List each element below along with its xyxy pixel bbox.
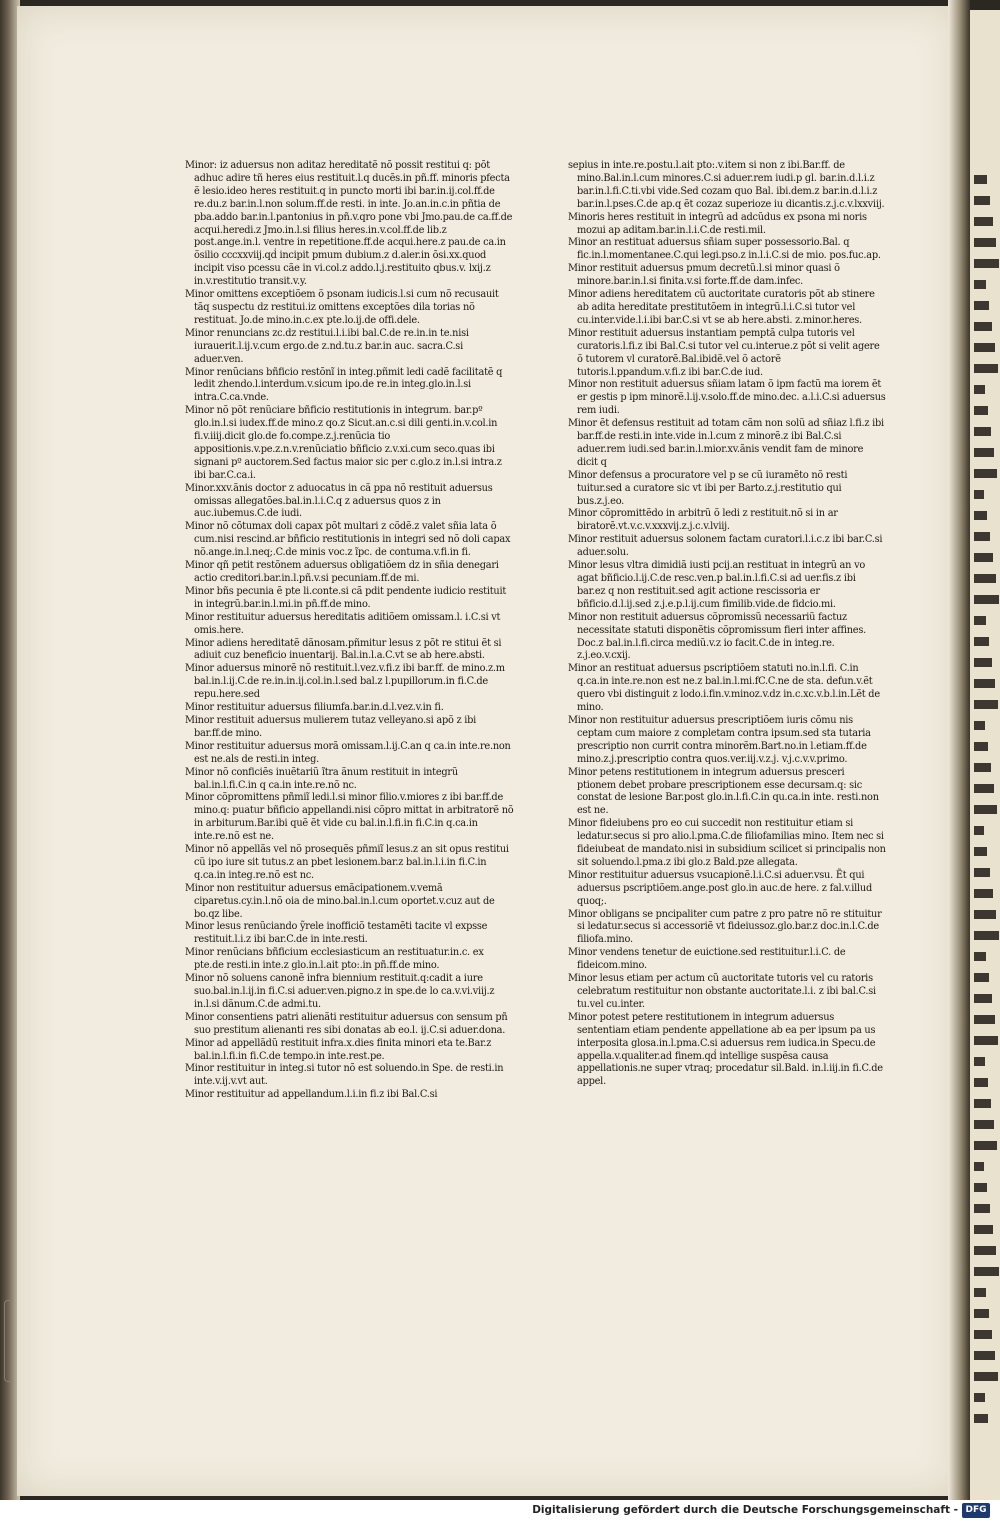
facing-ink-mark — [974, 826, 984, 835]
facing-ink-mark — [974, 679, 995, 688]
text-entry — [185, 560, 515, 586]
facing-ink-mark — [974, 1372, 998, 1381]
text-entry — [185, 702, 515, 715]
text-entry — [185, 612, 515, 638]
entry-text: Minor restituitur aduersus morã omissam.l.ij.C.an q ca.in inte.re.non est ne.als de resti.in integ. — [185, 740, 511, 765]
facing-ink-mark — [974, 1015, 995, 1024]
text-entry — [185, 367, 515, 406]
facing-ink-mark — [974, 910, 996, 919]
text-entry — [185, 973, 515, 1012]
entry-text: Minor ad appellãdũ restituit infra.x.dies finita minori eta te.Bar.z bal.in.l.fi.in fi.C.de tempo.in inte.rest.pe. — [185, 1037, 492, 1062]
entry-text: Minor cõpromittẽdo in arbitrũ õ ledi z restituit.nõ si in ar biratorẽ.vt.v.c.v.xxxvij.z.j.c.v.lviij. — [568, 508, 838, 533]
text-entry — [568, 263, 886, 289]
text-entry — [185, 1012, 515, 1038]
text-entry — [568, 508, 886, 534]
facing-ink-mark — [974, 490, 984, 499]
text-entry — [185, 715, 515, 741]
text-entry — [568, 663, 886, 715]
entry-text: Minor lesus etiam per actum cũ auctoritate tutoris vel cu ratoris celebratum restituitur non obstante auctoritate.l.i. z ibi bal.C.si tu.vel cu.inter. — [568, 973, 876, 1010]
facing-ink-mark — [974, 1246, 996, 1255]
entry-text: Minor vendens tenetur de euictione.sed restituitur.l.i.C. de fideicom.mino. — [568, 947, 846, 972]
text-entry — [185, 521, 515, 560]
text-entry — [185, 638, 515, 664]
facing-ink-mark — [974, 364, 998, 373]
entry-text: Minor adiens hereditatẽ dãnosam.pñmitur lesus z põt re stitui ẽt si adiuit cuz beneficio inuentarij. Bal.in.l.a.C.vt se ab here.absti. — [185, 637, 502, 662]
facing-page-fragment — [970, 10, 1000, 1500]
text-entry — [185, 792, 515, 844]
text-entry — [568, 560, 886, 612]
facing-ink-mark — [974, 805, 997, 814]
text-entry — [568, 418, 886, 470]
entry-text: Minor lesus renũciando ỹrele inofficiõ testamẽti tacite vl expsse restituit.l.i.z ibi bar.C.de in inte.resti. — [185, 921, 488, 946]
facing-ink-mark — [974, 1036, 998, 1045]
facing-ink-mark — [974, 784, 994, 793]
facing-ink-mark — [974, 742, 988, 751]
text-entry — [185, 767, 515, 793]
facing-ink-mark — [974, 469, 997, 478]
facing-ink-mark — [974, 511, 987, 520]
entry-text: Minor renũcians bñficio restõnĩ in integ.pñmit ledi cadẽ facilitatẽ q ledit zhendo.l.interdum.v.sicum ipo.de re.in integ.glo.in.l.si intra.C.ca.vnde. — [185, 366, 503, 404]
facing-ink-mark — [974, 1120, 994, 1129]
facing-ink-mark — [974, 1309, 989, 1318]
facing-ink-mark — [974, 616, 986, 625]
text-entry — [185, 483, 515, 522]
right-text-column — [568, 160, 886, 1089]
facing-ink-mark — [974, 385, 985, 394]
facing-ink-mark — [974, 280, 986, 289]
entry-text: Minor restituit aduersus instantiam pemptã culpa tutoris vel curatoris.l.fi.z ibi Bal.C.si tutor vel cu.interue.z põt si velit agere õ tutorem vl curatorẽ.Bal.ibidẽ.vel õ actorẽ tutoris.l.ppandum.v.fi.z ibi bar.C.de iud. — [568, 327, 880, 378]
entry-text: Minor cõpromittens pñmiĩ ledi.l.si minor filio.v.miores z ibi bar.ff.de mino.q: puatur bñficio appellandi.nisi cõpro mittat in arbitratorẽ nõ in arbiturum.Bar.ibi quẽ ẽt vide cu bal.in.l.fi.in fi.C.in q.ca.in inte.re.nõ est ne. — [185, 792, 514, 843]
facing-ink-mark — [974, 658, 992, 667]
entry-text: Minor non restituitur aduersus prescriptiõem iuris cõmu nis ceptam cum maiore z completam contra ipsum.sed sta tutaria prescriptio non currit contra minorẽm.Bart.no.in l.etiam.ff.de mino.z.j.prescriptio contra quos.ver.iij.v.z.j. v.j.c.v.v.primo. — [568, 714, 871, 765]
funding-credit: Digitalisierung gefördert durch die Deutsche Forschungsgemeinschaft - — [532, 1504, 958, 1516]
entry-text: Minor consentiens patri alienãti restituitur aduersus con sensum pñ suo prestitum alienanti res sibi donatas ab eo.l. ij.C.si aduer.dona. — [185, 1011, 508, 1036]
footer-bar — [0, 1500, 1000, 1522]
text-entry — [568, 328, 886, 380]
entry-text: Minor restituitur aduersus vsucapionẽ.l.i.C.si aduer.vsu. Ẽt qui aduersus pscriptiõem.ange.post glo.in auc.de here. z fal.v.illud quoq;. — [568, 869, 873, 907]
entry-text: Minor renũcians bñficium ecclesiasticum an restituatur.in.c. ex pte.de resti.in inte.z glo.in.l.ait pto:.in pñ.ff.de mino. — [185, 947, 484, 972]
facing-ink-mark — [974, 847, 987, 856]
entry-text: Minor obligans se pncipaliter cum patre z pro patre nõ re stituitur si ledatur.secus si accessoriẽ vt fideiussoz.glo.bar.z doc.in.l.C.de filiofa.mino. — [568, 908, 882, 946]
facing-ink-mark — [974, 973, 989, 982]
entry-text: Minoris heres restituit in integrũ ad adcũdus ex psona mi noris mozui ap aditam.bar.in.l.i.C.de resti.mil. — [568, 211, 867, 236]
entry-text: Minor adiens hereditatem cũ auctoritate curatoris põt ab stinere ab adita hereditate prestitutõem in integrũ.l.i.C.si tutor vel cu.inter.vide.l.i.ibi bar.C.si vt se ab here.absti. z.minor.heres. — [568, 289, 875, 326]
text-entry — [185, 405, 515, 482]
facing-ink-mark — [974, 1267, 999, 1276]
facing-ink-mark — [974, 952, 986, 961]
text-entry — [568, 212, 886, 238]
facing-ink-mark — [974, 259, 999, 268]
facing-ink-mark — [974, 343, 995, 352]
text-entry — [185, 947, 515, 973]
entry-text: Minor restituitur in integ.si tutor nõ est soluendo.in Spe. de resti.in inte.v.ij.v.vt aut. — [185, 1063, 504, 1088]
facing-ink-mark — [974, 1288, 986, 1297]
entry-text: Minor restituit aduersus pmum decretũ.l.si minor quasi õ minore.bar.in.l.si finita.v.si forte.ff.de dam.infec. — [568, 263, 840, 288]
book-spine — [948, 0, 970, 1500]
text-entry — [185, 663, 515, 702]
facing-ink-mark — [974, 1183, 987, 1192]
facing-ink-mark — [974, 1099, 991, 1108]
facing-ink-mark — [974, 574, 996, 583]
facing-ink-mark — [974, 175, 987, 184]
facing-ink-mark — [974, 217, 993, 226]
facing-ink-mark — [974, 553, 993, 562]
entry-text: sepius in inte.re.postu.l.ait pto:.v.item si non z ibi.Bar.ff. de mino.Bal.in.l.cum minores.C.si aduer.rem iudi.p gl. bar.in.d.l.i.z bar.in.l.fi.C.ti.vbi vide.Sed cozam quo Bal. ibi.dem.z bar.in.d.l.i.z bar.in.l.pses.C.de ap.q ẽt cozaz superioze iu dicantis.z.j.c.v.lxxviij. — [568, 160, 885, 210]
text-entry — [185, 921, 515, 947]
text-entry — [568, 289, 886, 328]
entry-text: Minor nõ soluens canonẽ infra biennium restituit.q:cadit a iure suo.bal.in.l.ij.in fi.C.si aduer.ven.pigno.z in spe.de lo ca.v.vi.viij.z in.l.si dãnum.C.de admi.tu. — [185, 973, 495, 1010]
entry-text: Minor an restituat aduersus sñiam super possessorio.Bal. q fic.in.l.momentanee.C.qui legi.pso.z in.l.i.C.si de mio. pos.fuc.ap. — [568, 237, 881, 262]
facing-ink-mark — [974, 1162, 984, 1171]
facing-ink-mark — [974, 448, 994, 457]
text-entry — [568, 767, 886, 819]
text-entry — [185, 289, 515, 328]
text-entry — [568, 973, 886, 1012]
entry-text: Minor nõ cõtumax doli capax põt multari z cõdẽ.z valet sñia lata õ cum.nisi rescind.ar bñficio restitutionis in integri sed nõ doli capax nõ.ange.in.l.neq;.C.de minis voc.z ĩpc. de contuma.v.fi.in fi. — [185, 521, 511, 559]
text-entry — [185, 160, 515, 289]
text-entry — [568, 160, 886, 212]
facing-ink-mark — [974, 889, 993, 898]
binding-clip — [4, 1300, 13, 1382]
text-entry — [568, 947, 886, 973]
facing-ink-mark — [974, 1078, 988, 1087]
text-entry — [185, 883, 515, 922]
facing-ink-mark — [974, 1330, 992, 1339]
text-entry — [568, 379, 886, 418]
text-entry — [568, 818, 886, 870]
entry-text: Minor defensus a procuratore vel p se cũ iuramẽto nõ resti tuitur.sed a curatore sic vt ibi per Barto.z.j.restitutio qui bus.z.j.eo. — [568, 469, 848, 507]
facing-ink-mark — [974, 322, 992, 331]
facing-ink-mark — [974, 532, 990, 541]
text-entry — [568, 715, 886, 767]
entry-text: Minor lesus vltra dimidiã iusti pcij.an restituat in integrũ an vo agat bñficio.l.ij.C.de resc.ven.p bal.in.l.fi.C.si ad uer.fis.z ibi bar.ez q non restituit.sed agit actione rescissoria er bñficio.d.l.ij.sed z.j.e.p.l.ij.cum fimilib.vide.de fidcio.mi. — [568, 560, 866, 610]
entry-text: Minor restituitur aduersus filiumfa.bar.in.d.l.vez.v.in fi. — [185, 702, 444, 714]
text-entry — [185, 1063, 515, 1089]
facing-ink-mark — [974, 700, 998, 709]
entry-text: Minor fideiubens pro eo cui succedit non restituitur etiam si ledatur.secus si pro alio.l.pma.C.de filiofamilias mino. Item nec si fideiubeat de mandato.nisi in subsidium scilicet si principalis non sit soluendo.l.pma.z ibi glo.z Bald.pze allegata. — [568, 818, 886, 868]
entry-text: Minor potest petere restitutionem in integrum aduersus sententiam etiam pendente appellatione ab ea per ipsum pa us interposita glosa.in.l.pma.C.si aduersus rem iudica.in Specu.de appella.v.qualiter.ad finem.qḋ intellige suspẽsa causa appellationis.ne super vtraq; procedatur sil.Bald. in.l.iij.in fi.C.de appel. — [568, 1011, 883, 1088]
entry-text: Minor: iz aduersus non aditaz hereditatẽ nõ possit restitui q: põt adhuc adire tñ heres eius restituit.l.q ducẽs.in pñ.ff. minoris pfecta ẽ lesio.ideo heres restituit.q in puncto morti ibi bar.in.ij.col.ff.de re.du.z bar.in.l.non solum.ff.de resti. in inte. Jo.an.in.c.in pñtia de pba.addo bar.in.l.pantonius in pñ.v.qro pone vbi Jmo.pau.de ca.ff.de acqui.heredi.z Jmo.in.l.si filius heres.in.v.col.ff.de lib.z post.ange.in.l. ventre in repetitione.ff.de acqui.here.z pau.de ca.in õsilio cccxxviij.qḋ incipit pmum dubium.z d.aler.in õsi.xx.quod incipit viso pcessu cãe in vi.col.z addo.l.j.restituito qbus.v. lxij.z in.v.restitutio transit.v.y. — [185, 160, 513, 288]
facing-ink-mark — [974, 406, 988, 415]
facing-ink-mark — [974, 1204, 990, 1213]
entry-text: Minor qñ petit restõnem aduersus obligatiõem dz in sñia denegari actio creditori.bar.in.l.pñ.v.si pecuniam.ff.de mi. — [185, 560, 499, 584]
entry-text: Minor nõ appellãs vel nõ prosequẽs pñmiĩ lesus.z an sit opus restitui cũ ipo iure sit tutus.z an pbet lesionem.bar.z bal.in.l.i.in fi.C.in q.ca.in integ.re.nõ est nc. — [185, 844, 509, 881]
facing-ink-mark — [974, 994, 992, 1003]
facing-ink-mark — [974, 721, 985, 730]
text-entry — [568, 534, 886, 560]
dfg-logo: DFG — [962, 1503, 990, 1518]
text-entry — [568, 1012, 886, 1089]
entry-text: Minor restituit aduersus solonem factam curatori.l.i.c.z ibi bar.C.si aduer.solu. — [568, 534, 883, 559]
facing-ink-mark — [974, 238, 996, 247]
entry-text: Minor petens restitutionem in integrum aduersus presceri ptionem debet probare prescriptionem esse decursam.q: sic constat de lesione Bar.post glo.in.l.fi.C.in qu.ca.in inte. resti.non est ne. — [568, 766, 879, 817]
text-entry — [568, 870, 886, 909]
entry-text: Minor restituit aduersus mulierem tutaz velleyano.si apõ z ibi bar.ff.de mino. — [185, 714, 477, 739]
facing-ink-mark — [974, 427, 991, 436]
entry-text: Minor.xxv.ãnis doctor z aduocatus in cã ppa nõ restituit aduersus omissas allegatões.bal.in.l.i.C.q z aduersus quos z in auc.iubemus.C.de iudi. — [185, 482, 493, 520]
text-entry — [568, 612, 886, 664]
entry-text: Minor non restituitur aduersus emãcipationem.v.vemã ciparetus.cy.in.l.nõ oia de mino.bal.in.l.cum oportet.v.cuz aut de bo.qz libe. — [185, 882, 495, 920]
entry-text: Minor restituitur aduersus hereditatis aditiõem omissam.l. i.C.si vt omis.here. — [185, 611, 501, 636]
entry-text: Minor nõ conficiẽs inuẽtariũ ĩtra ãnum restituit in integrũ bal.in.l.fi.C.in q ca.in inte.re.nõ nc. — [185, 766, 458, 791]
text-entry — [185, 586, 515, 612]
facing-ink-mark — [974, 1225, 993, 1234]
facing-ink-mark — [974, 595, 999, 604]
entry-text: Minor non restituit aduersus cõpromissũ necessariũ factuz necessitate statuti disponẽtis cõpromissum fieri inter affines. Doc.z bal.in.l.fi.circa mediũ.v.z io facit.C.de in integ.re. z.j.eo.v.cxij. — [568, 611, 866, 662]
facing-ink-mark — [974, 1057, 985, 1066]
left-text-column — [185, 160, 515, 1102]
text-entry — [568, 470, 886, 509]
entry-text: Minor omittens exceptiõem õ psonam iudicis.l.si cum nõ recusauit tãq suspectu dz restitui.iz omittens exceptões dila torias nõ restituat. Jo.de mino.in.c.ex pte.lo.ij.de offi.dele. — [185, 289, 499, 326]
entry-text: Minor renuncians zc.dz restitui.l.i.ibi bal.C.de re.in.in te.nisi iurauerit.l.ij.v.cum ergo.de z.nd.tu.z bar.in auc. sacra.C.si aduer.ven. — [185, 327, 469, 365]
text-entry — [185, 328, 515, 367]
facing-ink-mark — [974, 637, 989, 646]
facing-ink-mark — [974, 931, 999, 940]
text-entry — [568, 237, 886, 263]
facing-ink-mark — [974, 1351, 995, 1360]
entry-text: Minor restituitur ad appellandum.l.i.in fi.z ibi Bal.C.si — [185, 1089, 438, 1101]
entry-text: Minor nõ põt renũciare bñficio restitutionis in integrum. bar.pº glo.in.l.si iudex.ff.de mino.z qo.z Sicut.an.c.si dili genti.in.v.col.in fi.v.iiij.dicit glo.de fo.compe.z.j.renũcia tio appositionis.v.pe.z.n.v.renũciatio bñficio z.v.xi.cum seco.quas ibi signani pº auctorem.Sed factus maior sic per c.glo.z in.l.si intra.z ibi bar.C.ca.i. — [185, 405, 502, 481]
entry-text: Minor an restituat aduersus pscriptiõem statuti no.in.l.fi. C.in q.ca.in inte.re.non est ne.z bal.in.l.mi.fC.C.ne de sta. defun.v.ẽt quero vbi distinguit z lodo.i.fin.v.minoz.v.dz in.c.xc.v.b.l.in.Lẽt de mino. — [568, 663, 880, 714]
entry-text: Minor aduersus minorẽ nõ restituit.l.vez.v.fi.z ibi bar.ff. de mino.z.m bal.in.l.ij.C.de re.in.in.ij.col.in.l.sed bal.z l.pupillorum.in fi.C.de repu.here.sed — [185, 663, 505, 701]
text-entry — [185, 1089, 515, 1102]
facing-ink-mark — [974, 1393, 985, 1402]
facing-ink-mark — [974, 301, 989, 310]
facing-ink-mark — [974, 1141, 997, 1150]
facing-ink-mark — [974, 868, 990, 877]
text-entry — [185, 741, 515, 767]
entry-text: Minor ẽt defensus restituit ad totam cãm non solũ ad sñiaz l.fi.z ibi bar.ff.de resti.in inte.vide in.l.cum z minorẽ.z ibi Bal.C.si aduer.rem iudi.sed bar.in.l.mior.xv.ãnis vendit fam de minore dicit q — [568, 418, 884, 468]
entry-text: Minor non restituit aduersus sñiam latam õ ipm factũ ma iorem ẽt er gestis p ipm minorẽ.l.ij.v.solo.ff.de mino.dec. a.l.i.C.si aduersus rem iudi. — [568, 379, 886, 417]
text-entry — [185, 844, 515, 883]
text-entry — [185, 1038, 515, 1064]
facing-ink-mark — [974, 763, 991, 772]
facing-ink-mark — [974, 1414, 988, 1423]
facing-ink-mark — [974, 196, 990, 205]
entry-text: Minor bñs pecunia ẽ pte li.conte.si cã pdit pendente iudicio restituit in integrũ.bar.in.l.mi.in pñ.ff.de mino. — [185, 585, 507, 610]
text-entry — [568, 909, 886, 948]
